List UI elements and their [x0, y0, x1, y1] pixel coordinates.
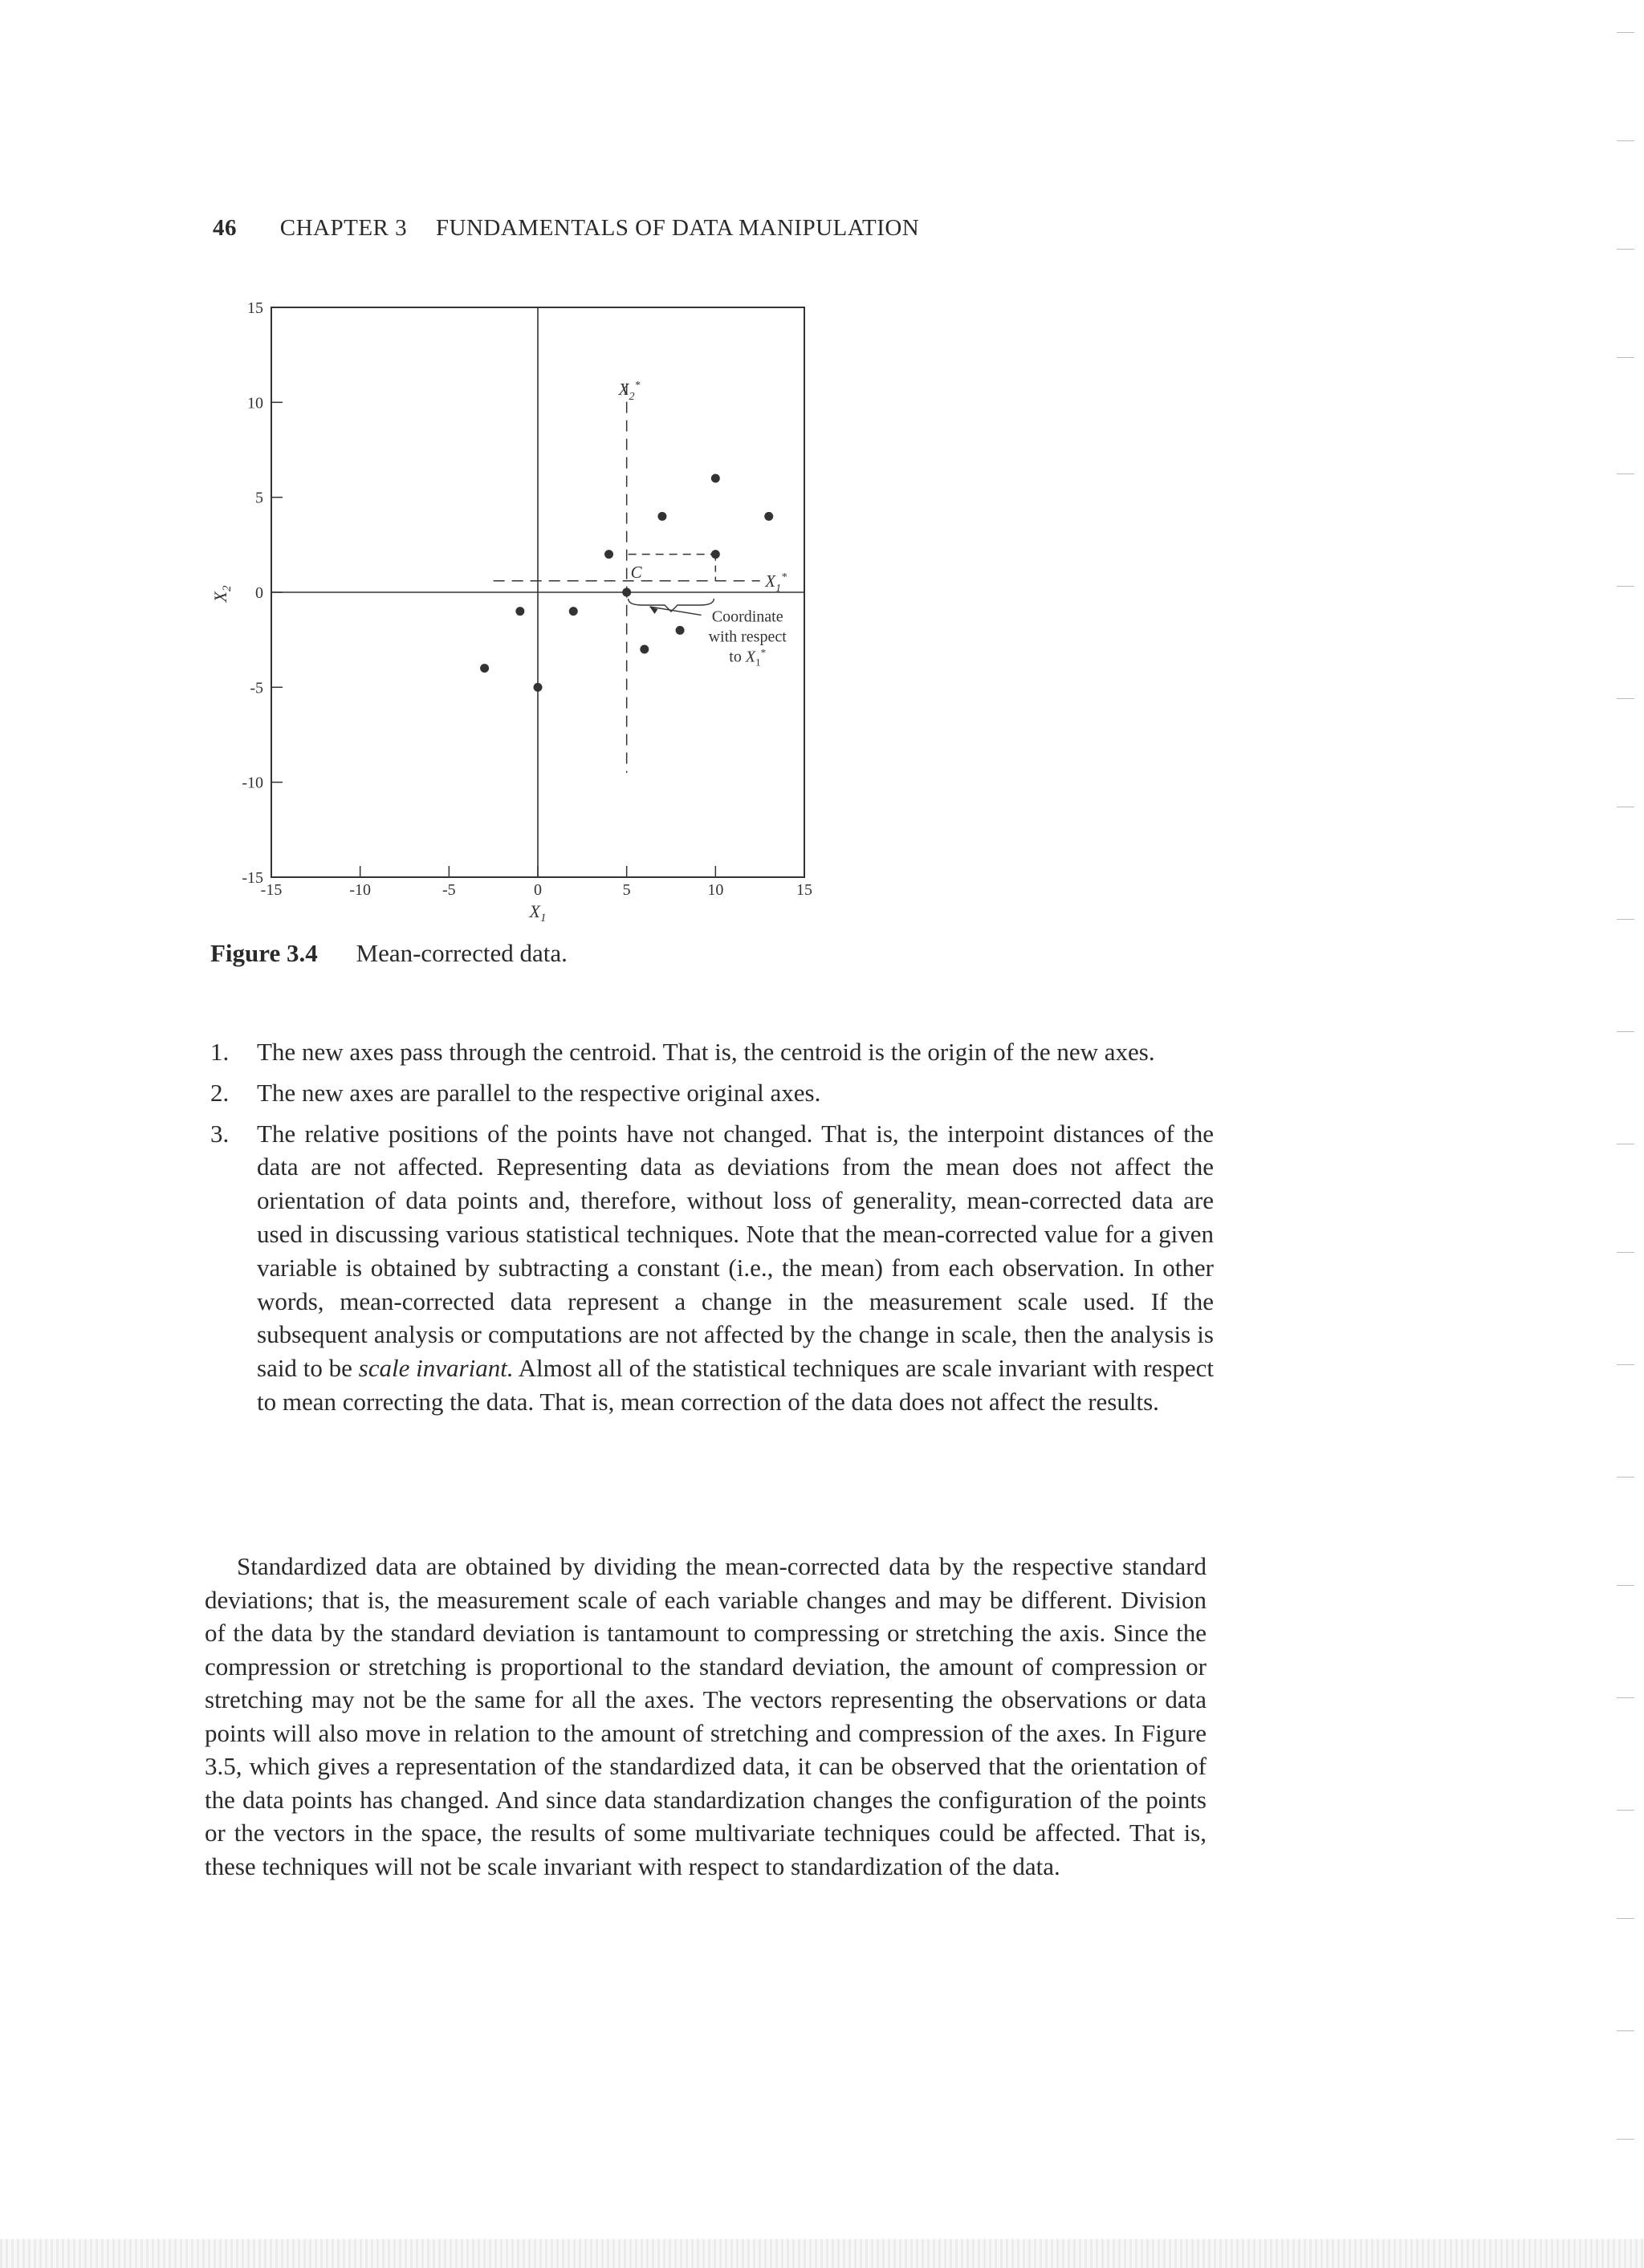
data-point	[622, 588, 631, 597]
annotation-text: to $X_1^*$	[729, 646, 767, 669]
y-tick-label: -15	[242, 869, 263, 887]
chapter-label: CHAPTER 3	[279, 215, 408, 241]
list-item	[210, 1117, 1214, 1419]
centroid-label: C	[630, 562, 642, 582]
x-tick-label: 5	[622, 881, 631, 899]
x-tick-label: 0	[534, 881, 542, 899]
data-point	[480, 664, 489, 673]
figure-caption	[210, 939, 568, 968]
data-point	[515, 607, 524, 616]
annotation-text: Coordinate	[711, 608, 783, 626]
annotation-arrow	[649, 607, 701, 615]
list-text-continued: Almost all of the statistical techniques are scale invariant with respect to mean correcting the data. That is, mean correction of the data does not affect the results.	[257, 1354, 1215, 1416]
figure-label: Figure 3.4	[210, 939, 318, 967]
x-tick-label: 10	[707, 881, 724, 899]
x2-star-label: $X_2^*$	[618, 379, 641, 403]
x-axis-label: $X_1$	[529, 901, 547, 925]
data-point	[569, 607, 578, 616]
y-tick-label: 10	[247, 394, 263, 413]
list-text: The new axes pass through the centroid. That is, the centroid is the origin of the new axes.	[257, 1038, 1155, 1066]
list-text: The relative positions of the points have not changed. That is, the interpoint distances of the data are not affected. Representing data as deviations from the mean does not affect the orientation of data points and, therefore, without loss of generality, mean-corrected data are used in discussing various statistical techniques. Note that the mean-corrected value for a given variable is obtained by subtracting a constant (i.e., the mean) from each observation. In other words, mean-corrected data represent a change in the measurement scale used. If the subsequent analysis or computations are not affected by the change in scale, then the analysis is said to be	[257, 1119, 1214, 1383]
chapter-title: FUNDAMENTALS OF DATA MANIPULATION	[435, 215, 920, 241]
x-tick-label: -10	[349, 881, 372, 899]
y-tick-label: 0	[255, 584, 263, 602]
data-point	[676, 626, 685, 635]
scan-edge-marks	[1612, 0, 1644, 2268]
running-header	[213, 215, 919, 242]
data-point	[640, 645, 649, 654]
data-point	[764, 512, 773, 521]
figure-caption-text: Mean-corrected data.	[356, 939, 568, 967]
list-item	[210, 1035, 1214, 1069]
list-number: 1.	[210, 1038, 230, 1066]
scatter-chart	[209, 297, 851, 939]
body-paragraph: Standardized data are obtained by dividing the mean-corrected data by the respective standard deviations; that is, the measurement scale of each variable changes and may be different. Division of the data by the standard deviation is tantamount to compressing or stretching the axis. Since the compression or stretching is proportional to the standard deviation, the amount of compression or stretching may not be the same for all the axes. The vectors representing the observations or data points will also move in relation to the amount of stretching and compression of the axes. In Figure 3.5, which gives a representation of the standardized data, it can be observed that the orientation of the data points has changed. And since data standardization changes the configuration of the points or the vectors in the space, the results of some multivariate techniques could be affected. That is, these techniques will not be scale invariant with respect to standardization of the data.	[205, 1552, 1207, 1880]
data-point	[534, 683, 543, 692]
list-number: 2.	[210, 1078, 230, 1107]
list-number: 3.	[210, 1119, 230, 1148]
x-tick-label: -5	[442, 881, 456, 899]
data-point	[711, 474, 720, 483]
numbered-list	[210, 1035, 1214, 1426]
data-point	[657, 512, 666, 521]
x-tick-label: -15	[260, 881, 283, 899]
data-point	[604, 550, 613, 559]
y-tick-label: -10	[242, 774, 263, 792]
x1-star-label: $X_1^*$	[765, 571, 787, 595]
annotation-text: with respect	[708, 628, 787, 646]
y-tick-label: 15	[247, 299, 263, 317]
y-axis-label: $X_2$	[210, 585, 234, 603]
x-tick-label: 15	[796, 881, 812, 899]
y-tick-label: -5	[250, 679, 263, 697]
list-item	[210, 1076, 1214, 1110]
data-point	[711, 550, 720, 559]
list-text: The new axes are parallel to the respective original axes.	[257, 1078, 821, 1107]
y-tick-label: 5	[255, 489, 263, 507]
scan-bottom-strip	[0, 2239, 1644, 2268]
page-number: 46	[213, 215, 237, 241]
list-emphasis: scale invariant.	[358, 1354, 514, 1383]
